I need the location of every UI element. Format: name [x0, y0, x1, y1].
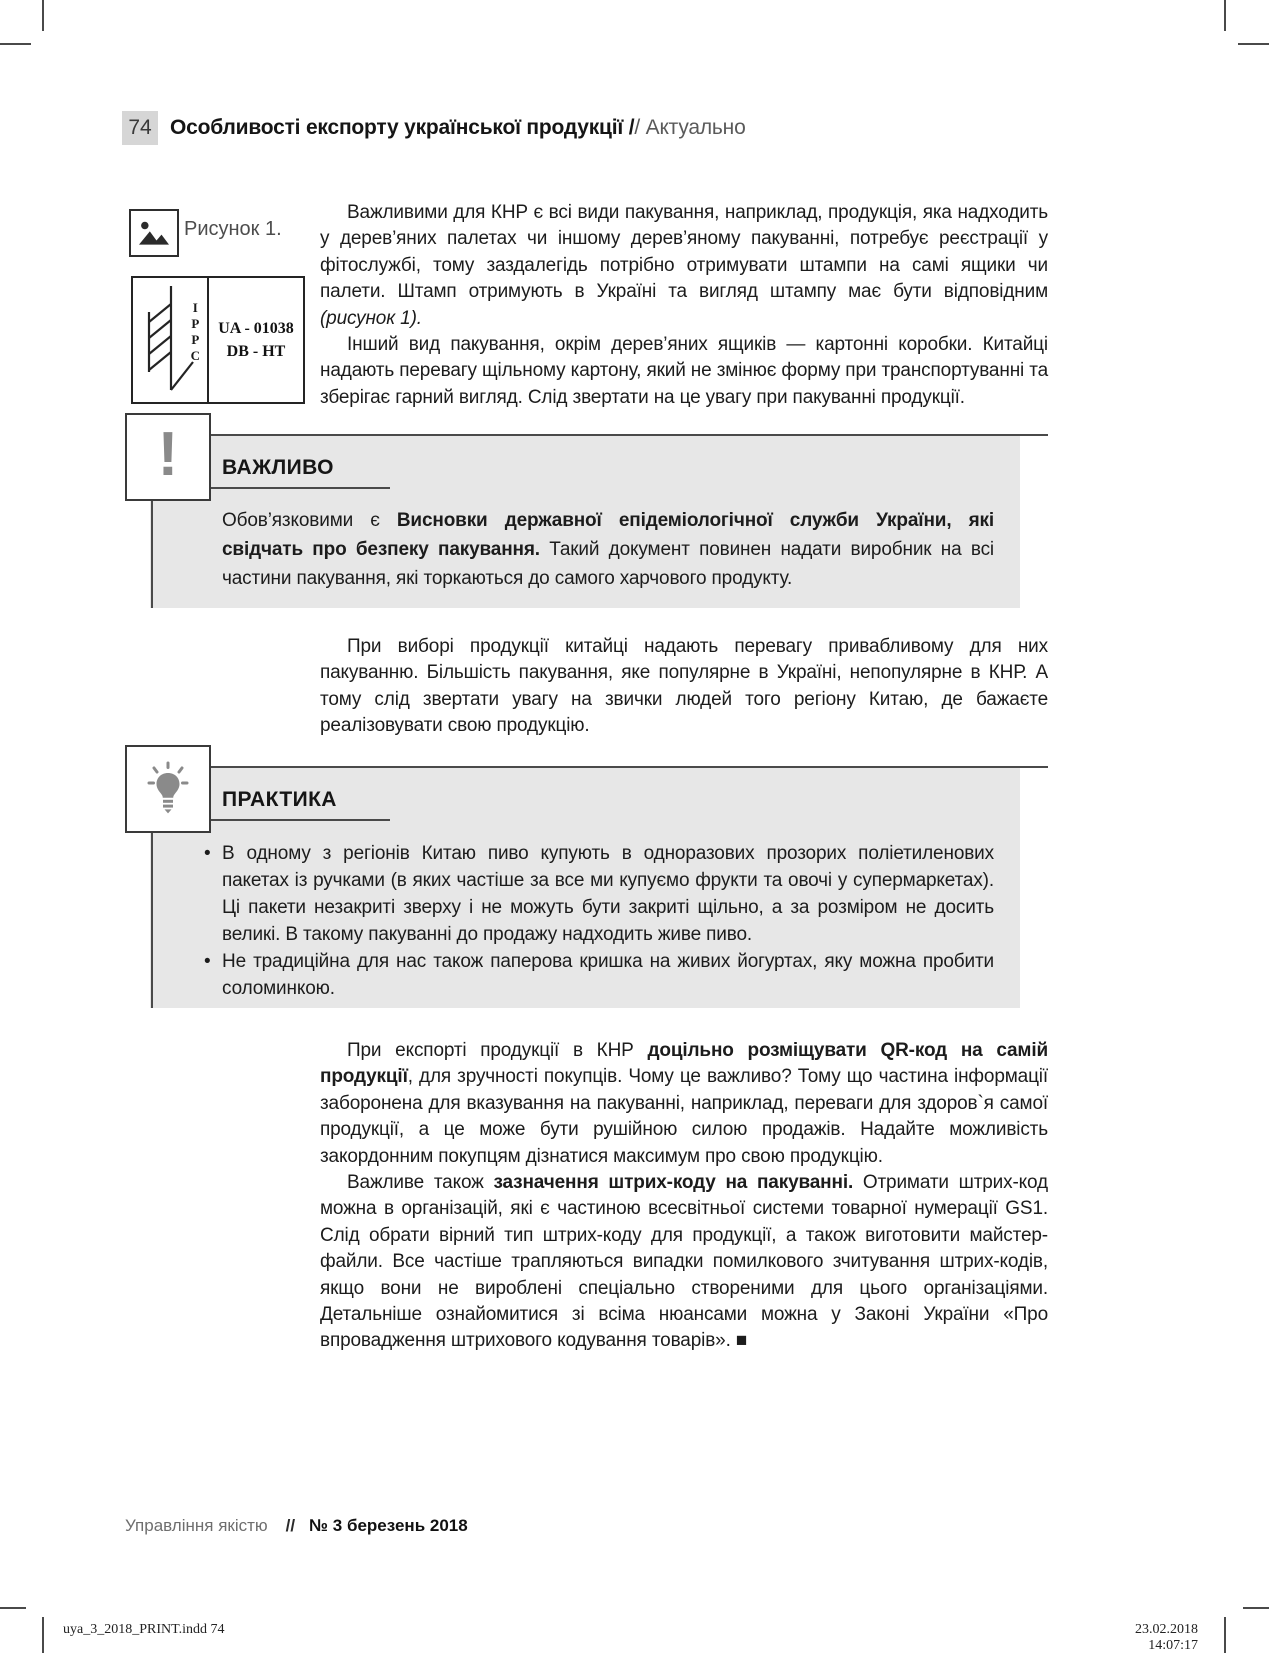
lightbulb-glyph [142, 761, 194, 817]
print-timestamp: 23.02.2018 14:07:17 [1135, 1622, 1198, 1653]
practice-bullet-item: • Не традиційна для нас також паперова кришка на живих йогуртах, яку можна пробити соломинкою. [204, 948, 994, 1002]
paragraph-text: Важливе також [347, 1172, 494, 1194]
page-title [170, 116, 746, 140]
image-icon [129, 209, 179, 257]
crop-mark-bottom-right-h [1243, 1607, 1269, 1609]
ippc-letter: I [192, 300, 198, 315]
middle-paragraph-block [320, 634, 1048, 740]
figure-reference: (рисунок 1). [320, 307, 422, 329]
closing-paragraphs [320, 1038, 1048, 1355]
important-title: ВАЖЛИВО [222, 456, 334, 479]
important-top-rule [207, 434, 1048, 436]
exclamation-glyph: ! [157, 420, 179, 489]
footer-separator: // [285, 1516, 296, 1535]
important-paragraph [222, 506, 994, 593]
ippc-letter: C [190, 348, 200, 363]
paragraph-qr-code [320, 1038, 1048, 1170]
page-title-section: / Актуально [634, 116, 746, 139]
lightbulb-icon [125, 745, 211, 833]
important-text [222, 506, 994, 593]
paragraph-packaging [320, 200, 1048, 332]
paragraph-text: При експорті продукції в КНР [347, 1040, 648, 1061]
crop-mark-bottom-right-v [1224, 1617, 1226, 1653]
crop-mark-bottom-left-v [42, 1617, 44, 1653]
practice-top-rule [207, 766, 1048, 768]
important-text-bold: Висновки державної епідеміологічної служби України, які свідчать про безпеку пакування. [222, 510, 994, 560]
journal-name: Управління якістю [125, 1516, 268, 1535]
ippc-stamp [131, 276, 305, 404]
practice-bullet-item: • В одному з регіонів Китаю пиво купують в одноразових прозорих поліетиленових пакетах із ручками (в яких частіше за все ми купуємо фрукти та овочі у супермаркетах). Ці пакети незакриті зверху і не можуть бути закриті щільно, а за розміром не досить великі. В такому пакуванні до продажу надходить живе пиво. [204, 840, 994, 948]
page-title-main: Особливості експорту української продукції / [170, 116, 635, 139]
stamp-code-line1: UA - 01038 [218, 320, 294, 337]
end-of-article-mark: ■ [735, 1330, 748, 1352]
crop-mark-top-right-v [1224, 0, 1226, 31]
paragraph-preferences: При виборі продукції китайці надають перевагу привабливому для них пакуванню. Більшість пакування, яке популярне в Україні, непопулярне в КНР. А тому слід звертати увагу на звички людей того регіону Китаю, де бажаєте реалізовувати свою продукцію. [320, 636, 1048, 737]
print-file-name: uya_3_2018_PRINT.indd 74 [63, 1622, 225, 1637]
practice-title: ПРАКТИКА [222, 788, 337, 811]
paragraph-bold-run: доцільно розміщувати QR-код на самій продукції [320, 1040, 1048, 1088]
paragraph-barcode [320, 1170, 1048, 1355]
paragraph-text: , для зручності покупців. Чому це важливо? Тому що частина інформації заборонена для вказування на пакуванні, наприклад, переваги для здоров`я самої продукції, а це може бути рушійною силою продажів. Надайте можливість закордонним покупцям дізнатися максимум про свою продукцію. [320, 1066, 1048, 1167]
important-text-run: Такий документ повинен надати виробник на всі частини пакування, які торкаються до самого харчового продукту. [222, 539, 994, 589]
ippc-letter: P [191, 332, 200, 347]
ippc-stamp-symbol-cell [133, 278, 209, 402]
page-number-badge: 74 [122, 111, 158, 145]
stamp-code-line2: DB - HT [226, 343, 286, 360]
ippc-stamp-code-cell [209, 278, 303, 402]
important-left-rule [151, 497, 153, 608]
page-footer [125, 1516, 468, 1536]
photo-glyph [137, 218, 171, 248]
crop-mark-top-right-h [1238, 43, 1269, 45]
crop-mark-bottom-left-h [0, 1607, 26, 1609]
practice-left-rule [151, 829, 153, 1008]
practice-bullet-list [204, 840, 994, 1002]
issue-label: № 3 березень 2018 [309, 1516, 468, 1535]
exclamation-icon [125, 413, 211, 501]
paragraph-cardboard: Інший вид пакування, окрім дерев’яних ящиків — картонні коробки. Китайці надають перевагу щільному картону, який не змінює форму при транспортуванні та зберігає гарний вигляд. Слід звертати на це увагу при пакуванні продукції. [320, 334, 1048, 408]
important-text-run: Обов’язковими є [222, 510, 397, 531]
crop-mark-top-left-v [42, 0, 44, 31]
figure-caption: Рисунок 1. [184, 218, 282, 240]
ippc-letter: P [191, 316, 200, 331]
crop-mark-top-left-h [0, 43, 31, 45]
practice-text [204, 840, 994, 1002]
paragraph-text: Отримати штрих-код можна в організацій, які є частиною всесвітньої системи товарної нумерації GS1. Слід обрати вірний тип штрих-коду для продукції, а також виготовити майстер-файли. Все частіше трапляються випадки помилкового зчитування штрих-кодів, якщо вони не вироблені спеціально створеними для цього організаціями. Детальніше ознайомитися зі всіма нюансами можна у Законі України «Про впровадження штрихового кодування товарів». [320, 1172, 1048, 1352]
paragraph-text: Важливими для КНР є всі види пакування, наприклад, продукція, яка надходить у дерев’яних палетах чи іншому дерев’яному пакуванні, потребує реєстрації у фітослужбі, тому заздалегідь потрібно отримувати штампи на самі ящики чи палети. Штамп отримують в Україні та вигляд штампу має бути відповідним [320, 202, 1048, 303]
ippc-letters [191, 300, 200, 364]
paragraph-bold-run: зазначення штрих-коду на пакуванні. [493, 1172, 854, 1194]
intro-paragraphs [320, 200, 1048, 411]
